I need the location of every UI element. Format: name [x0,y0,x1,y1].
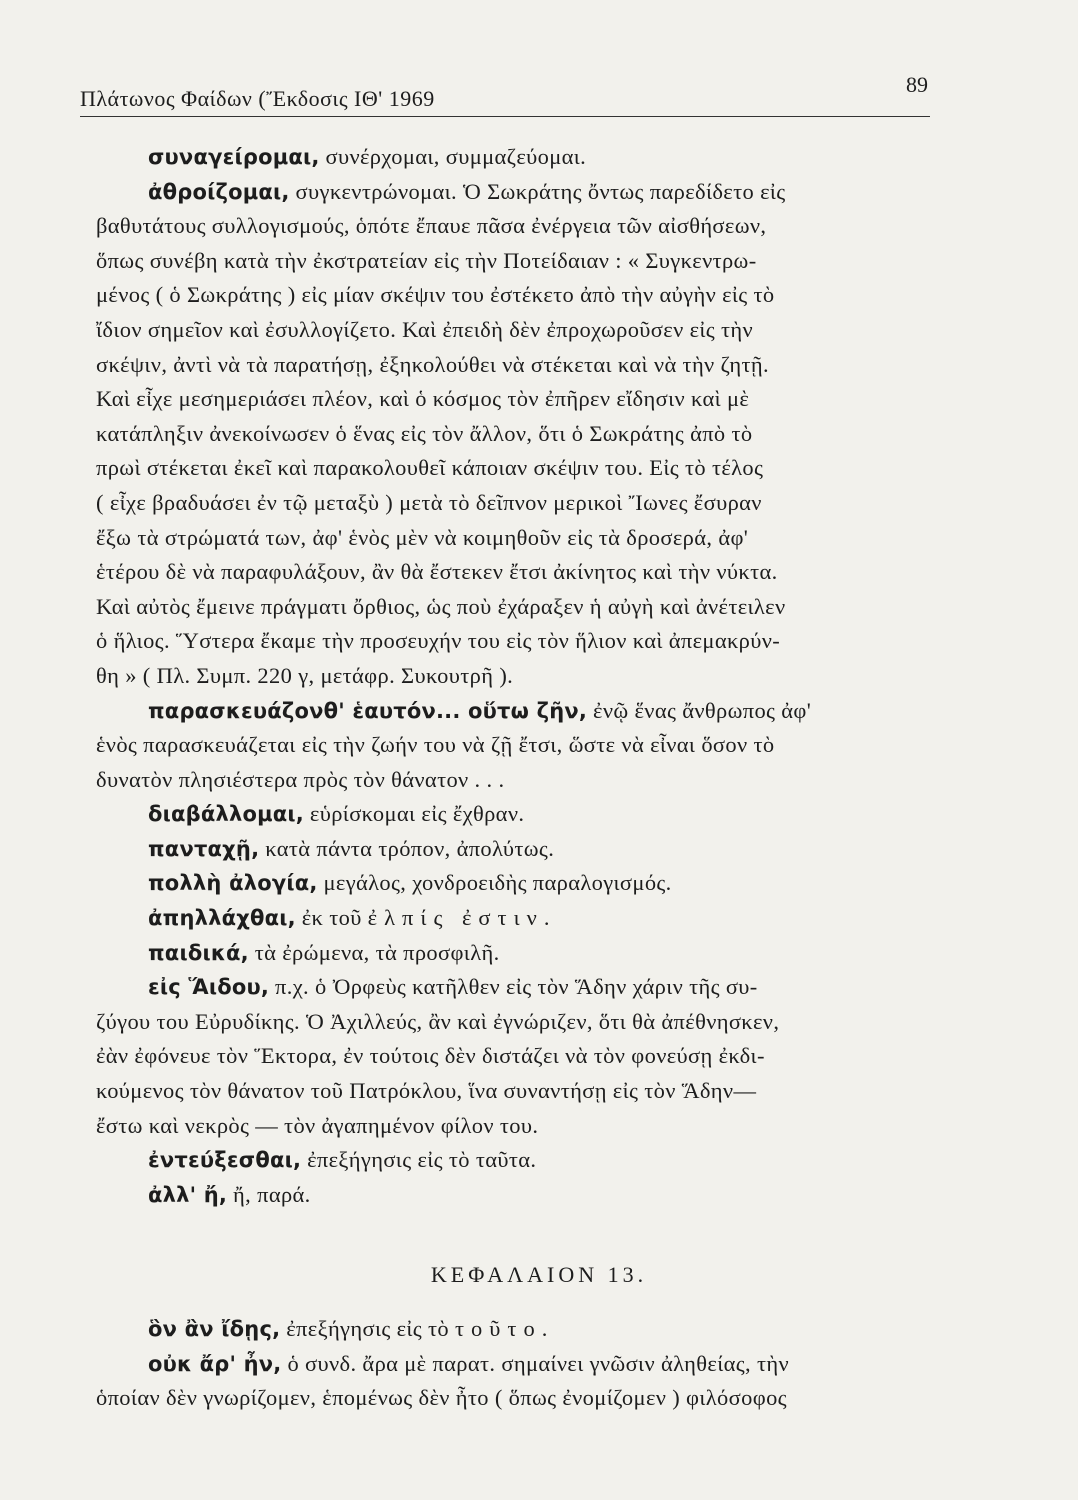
line-text: συνέρχομαι, συμμαζεύομαι. [319,144,587,169]
entry-line [96,866,936,901]
line-text: πρωὶ στέκεται ἐκεῖ καὶ παρακολουθεῖ κάποιαν σκέψιν του. Εἰς τὸ τέλος [96,455,764,481]
lemma: ἐντεύξεσθαι, [148,1148,302,1173]
entry-line [96,1347,936,1382]
text-line [96,417,936,452]
spaced-emphasis: τοῦτο. [455,1316,555,1341]
line-text: ἐπεξήγησις εἰς τὸ ταῦτα. [301,1147,537,1173]
text-line [96,451,936,486]
text-line [96,313,936,348]
text-line [96,1039,936,1074]
commentary-body [96,140,936,1212]
line-text: ἐὰν ἐφόνευε τὸν Ἕκτορα, ἐν τούτοις δὲν διστάζει νὰ τὸν φονεύσῃ ἐκδι- [96,1043,765,1069]
text-line [96,1005,936,1040]
spaced-emphasis: ἐλπίς ἐστιν. [367,905,557,931]
text-line [96,486,936,521]
line-text: ἑνὸς παρασκευάζεται εἰς τὴν ζωήν του νὰ ζῇ ἔτσι, ὥστε νὰ εἶναι ὅσον τὸ [96,732,775,758]
line-text: θη » ( Πλ. Συμπ. 220 γ, μετάφρ. Συκουτρῆ ). [96,662,514,688]
lemma: συναγείρομαι, [148,145,320,169]
text-line [96,521,936,556]
text-line [96,244,936,279]
line-text: ἐνῷ ἕνας ἄνθρωπος ἀφ' [587,697,812,723]
lemma: πανταχῇ, [148,836,260,861]
line-text: μένος ( ὁ Σωκράτης ) εἰς μίαν σκέψιν του ἐστέκετο ἀπὸ τὴν αὐγὴν εἰς τὸ [96,282,775,308]
line-text: βαθυτάτους συλλογισμούς, ὁπότε ἔπαυε πᾶσα ἐνέργεια τῶν αἰσθήσεων, [96,213,767,239]
lemma: ἀθροίζομαι, [148,179,290,204]
line-text: μεγάλος, χονδροειδὴς παραλογισμός. [317,870,672,896]
entry-line [96,140,936,175]
line-text: ἔξω τὰ στρώματά των, ἀφ' ἑνὸς μὲν νὰ κοιμηθοῦν εἰς τὰ δροσερά, ἀφ' [96,524,749,550]
entry-line [96,175,936,210]
line-text: π.χ. ὁ Ὀρφεὺς κατῆλθεν εἰς τὸν Ἅδην χάριν τῆς συ- [269,974,758,1000]
line-text: κατάπληξιν ἀνεκοίνωσεν ὁ ἕνας εἰς τὸν ἄλλον, ὅτι ὁ Σωκράτης ἀπὸ τὸ [96,420,753,446]
line-text: κατὰ πάντα τρόπον, ἀπολύτως. [259,835,555,861]
line-text: ζύγου του Εὐρυδίκης. Ὁ Ἀχιλλεύς, ἂν καὶ ἐγνώριζεν, ὅτι θὰ ἀπέθνησκεν, [96,1008,780,1034]
entry-line [96,1312,936,1347]
lemma: παρασκευάζονθ' ἑαυτόν... οὕτω ζῆν, [148,698,588,723]
entry-line [96,970,936,1005]
page-number: 89 [906,72,928,97]
entry-line [96,901,936,936]
line-text: ἴδιον σημεῖον καὶ ἐσυλλογίζετο. Καὶ ἐπειδὴ δὲν ἐπροχωροῦσεν εἰς τὴν [96,316,754,342]
lemma: ὃν ἂν ἴδῃς, [148,1317,281,1341]
lemma: οὐκ ἄρ' ἦν, [148,1351,282,1376]
text-line [96,1381,936,1416]
line-text: συγκεντρώνομαι. Ὁ Σωκράτης ὄντως παρεδίδετο εἰς [289,178,786,204]
line-text: ἤ, παρά. [227,1181,311,1207]
text-line [96,728,936,763]
lemma: εἰς Ἅιδου, [148,975,270,1000]
entry-line [96,832,936,867]
lemma: παιδικά, [148,940,249,965]
text-line [96,624,936,659]
lemma: διαβάλλομαι, [148,802,304,827]
line-text: σκέψιν, ἀντὶ νὰ τὰ παρατήσῃ, ἐξηκολούθει νὰ στέκεται καὶ νὰ τὴν ζητῇ. [96,351,769,377]
entry-line [96,797,936,832]
line-text: ἐκ τοῦ [295,905,368,931]
text-line [96,348,936,383]
text-line [96,1074,936,1109]
line-text: τὰ ἐρώμενα, τὰ προσφιλῆ. [248,939,500,965]
chapter-heading: ΚΕΦΑΛΑΙΟΝ 13. [430,1262,648,1287]
text-line [96,659,936,694]
line-text: ὁποίαν δὲν γνωρίζομεν, ἑπομένως δὲν ἦτο ( ὅπως ἐνομίζομεν ) φιλόσοφος [96,1385,787,1411]
text-line [96,382,936,417]
text-line [96,209,936,244]
entry-line [96,936,936,971]
text-line [96,278,936,313]
line-text: ἔστω καὶ νεκρὸς — τὸν ἀγαπημένον φίλον του. [96,1112,539,1138]
lemma: ἀλλ' ἤ, [148,1182,228,1207]
text-line [96,555,936,590]
running-title: Πλάτωνος Φαίδων (Ἔκδοσις ΙΘ' 1969 [80,86,435,111]
entry-line [96,694,936,729]
line-text: Καὶ αὐτὸς ἔμεινε πράγματι ὄρθιος, ὡς ποὺ ἐχάραξεν ἡ αὐγὴ καὶ ἀνέτειλεν [96,593,786,619]
line-text: ὅπως συνέβη κατὰ τὴν ἐκστρατείαν εἰς τὴν Ποτείδαιαν : « Συγκεντρω- [96,247,757,273]
page-header [80,68,930,117]
line-text: ὁ συνδ. ἄρα μὲ παρατ. σημαίνει γνῶσιν ἀληθείας, τὴν [281,1350,789,1376]
line-text: Καὶ εἶχε μεσημεριάσει πλέον, καὶ ὁ κόσμος τὸν ἐπῆρεν εἴδησιν καὶ μὲ [96,386,750,412]
line-text: ὁ ἥλιος. Ὕστερα ἔκαμε τὴν προσευχήν του εἰς τὸν ἥλιον καὶ ἀπεμακρύν- [96,628,781,654]
lemma: ἀπηλλάχθαι, [148,906,296,931]
line-text: ἑτέρου δὲ νὰ παραφυλάξουν, ἂν θὰ ἔστεκεν ἔτσι ἀκίνητος καὶ τὴν νύκτα. [96,559,778,585]
line-text: δυνατὸν πλησιέστερα πρὸς τὸν θάνατον . . . [96,766,505,792]
line-text: ( εἶχε βραδυάσει ἐν τῷ μεταξὺ ) μετὰ τὸ δεῖπνον μερικοὶ Ἴωνες ἔσυραν [96,489,762,515]
line-text: εὑρίσκομαι εἰς ἔχθραν. [303,801,525,827]
text-line [96,763,936,798]
text-line [96,1109,936,1144]
text-line [96,590,936,625]
line-text: κούμενος τὸν θάνατον τοῦ Πατρόκλου, ἵνα συναντήσῃ εἰς τὸν Ἅδην— [96,1078,757,1104]
lemma: πολλὴ ἀλογία, [148,871,318,896]
entry-line [96,1178,936,1213]
entry-line [96,1143,936,1178]
line-text: ἐπεξήγησις εἰς τὸ [280,1316,455,1341]
commentary-body-chapter-13 [96,1312,936,1416]
